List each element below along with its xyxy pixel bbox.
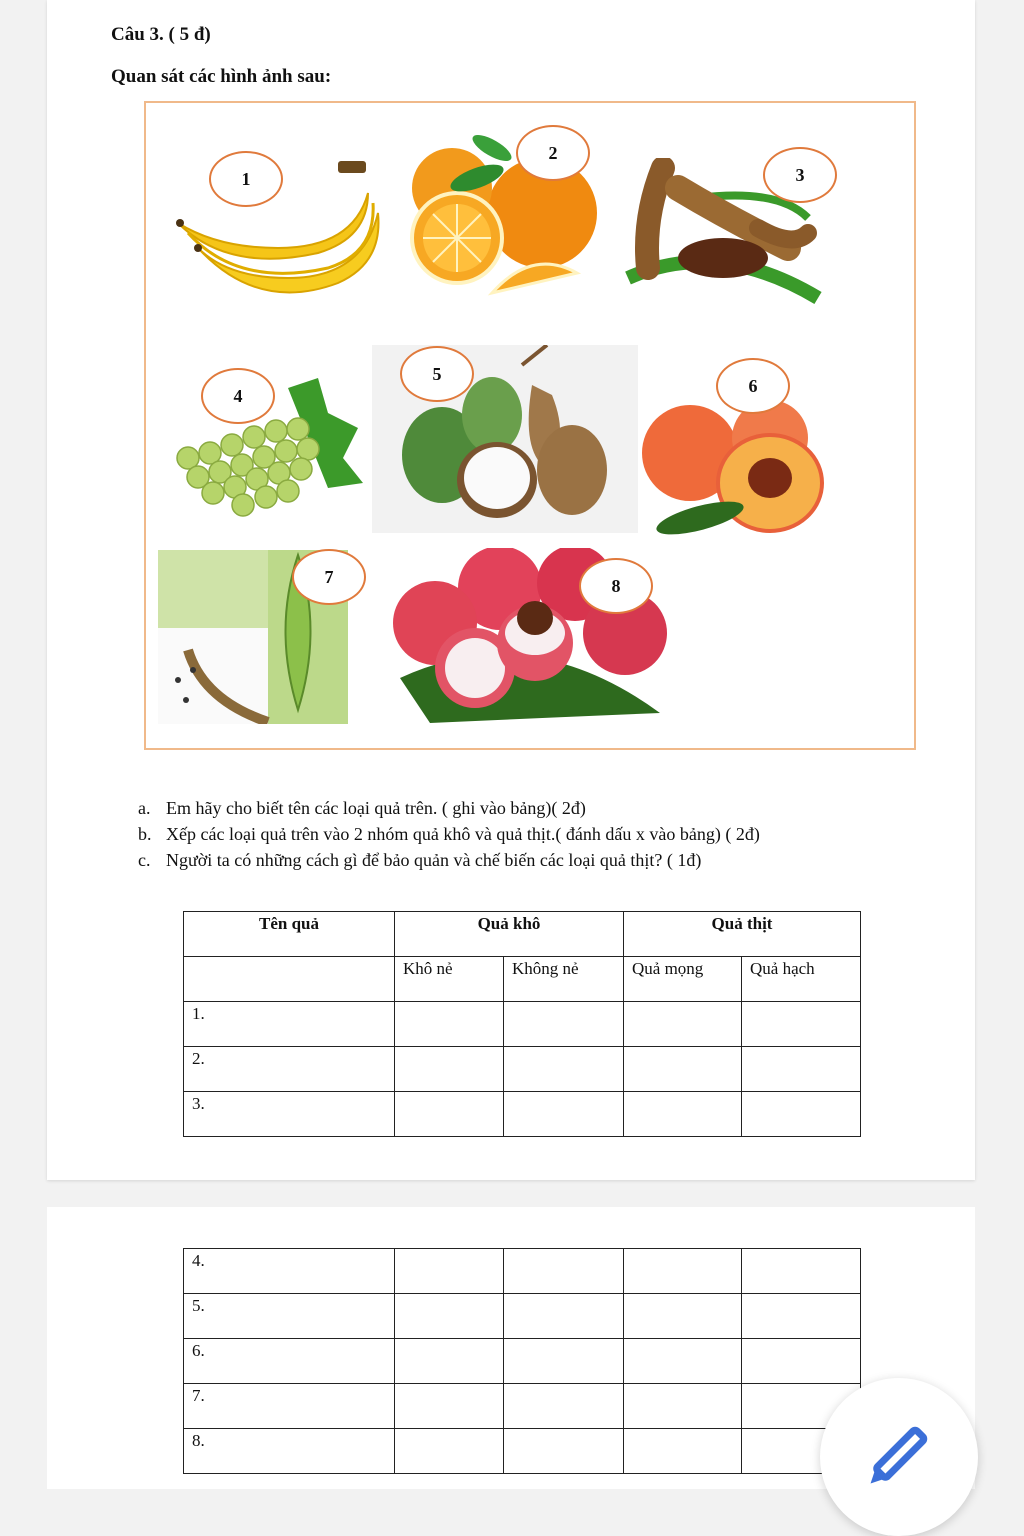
task-b: b. Xếp các loại quả trên vào 2 nhóm quả khô và quả thịt.( đánh dấu x vào bảng) ( 2đ) [138,824,760,844]
question-header: Câu 3. ( 5 đ) [111,24,211,45]
col-header-fleshy: Quả thịt [624,912,861,957]
pencil-icon [820,1378,978,1536]
table-row: 3. [184,1092,861,1137]
task-a: a. Em hãy cho biết tên các loại quả trên. ( ghi vào bảng)( 2đ) [138,798,586,818]
task-list [138,795,760,873]
table-row: 1. [184,1002,861,1047]
subheader-drupe: Quả hạch [742,957,861,1002]
table-row: 6. [184,1339,861,1384]
table-row: 7. [184,1384,861,1429]
question-intro: Quan sát các hình ảnh sau: [111,66,332,87]
edit-fab-button[interactable] [820,1378,978,1536]
table-row: 8. [184,1429,861,1474]
table-row: 2. [184,1047,861,1092]
task-c: c. Người ta có những cách gì để bảo quản và chế biến các loại quả thịt? ( 1đ) [138,850,702,870]
subheader-indehiscent: Không nẻ [504,957,624,1002]
fruit-label-4: 4 [201,368,275,424]
answer-table-part-2 [183,1248,861,1474]
subheader-berry: Quả mọng [624,957,742,1002]
fruit-label-6: 6 [716,358,790,414]
subheader-dehiscent: Khô nẻ [395,957,504,1002]
col-header-dry: Quả khô [395,912,624,957]
fruit-label-7: 7 [292,549,366,605]
fruit-label-2: 2 [516,125,590,181]
col-header-name: Tên quả [184,912,395,957]
table-row: 5. [184,1294,861,1339]
table-cell [184,957,395,1002]
fruit-image-figure [144,101,916,750]
fruit-label-3: 3 [763,147,837,203]
answer-table-part-1 [183,911,861,1137]
fruit-label-5: 5 [400,346,474,402]
table-row: 4. [184,1249,861,1294]
peach-image [640,393,830,538]
fruit-label-8: 8 [579,558,653,614]
fruit-label-1: 1 [209,151,283,207]
